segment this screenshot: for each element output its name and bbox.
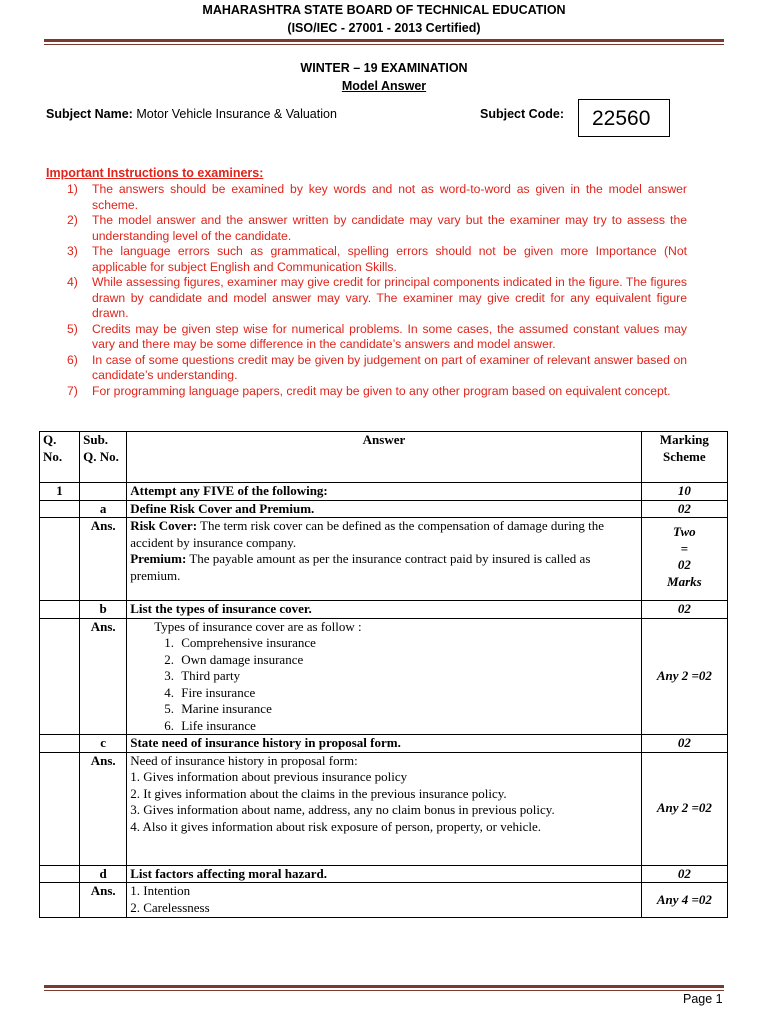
answer-cell xyxy=(127,618,641,735)
q-cell xyxy=(40,735,80,753)
list-intro: Types of insurance cover are as follow : xyxy=(154,618,362,634)
scheme-line: 02 xyxy=(677,557,691,572)
list-item: 5. Marine insurance xyxy=(177,701,637,718)
instruction-number: 2) xyxy=(67,213,78,227)
instruction-item xyxy=(0,213,687,244)
marking-scheme: Any 4 =02 xyxy=(641,883,727,918)
instruction-number: 6) xyxy=(67,352,78,367)
marks: 02 xyxy=(641,601,727,619)
question-text: List the types of insurance cover. xyxy=(127,601,641,619)
sub-q-cell xyxy=(80,483,127,501)
scheme-line: Two xyxy=(673,524,696,539)
table-row xyxy=(40,865,728,883)
ans-label: Ans. xyxy=(80,752,127,865)
marks: 02 xyxy=(641,735,727,753)
table-row xyxy=(40,601,728,619)
exam-title: WINTER – 19 EXAMINATION xyxy=(300,61,468,75)
instruction-item xyxy=(0,322,687,353)
answer-line: 3. Gives information about name, address, any no claim bonus in previous policy. xyxy=(130,802,555,817)
scheme-line: Marks xyxy=(667,573,702,589)
answer-cell xyxy=(127,883,641,918)
subject-code-label: Subject Code: xyxy=(480,107,565,121)
table-row xyxy=(40,735,728,753)
instruction-text: For programming language papers, credit may be given to any other program based on equivalent concept. xyxy=(92,383,671,398)
sub-q-number: b xyxy=(80,601,127,619)
header-q-no: Q. No. xyxy=(40,432,80,483)
instruction-text: In case of some questions credit may be given by judgement on part of examiner of relevant answer based on candidate’s understanding. xyxy=(92,352,687,382)
ans-label: Ans. xyxy=(80,618,127,735)
header-rule-thick xyxy=(44,39,724,42)
model-answer-title: Model Answer xyxy=(341,79,427,93)
q-cell xyxy=(40,518,80,601)
list-item: 3. Third party xyxy=(177,668,637,685)
marking-scheme: Any 2 =02 xyxy=(641,752,727,865)
term-label: Premium: xyxy=(130,551,187,566)
page-number: Page 1 xyxy=(683,992,723,1006)
subject-name-value: Motor Vehicle Insurance & Valuation xyxy=(136,107,337,121)
list-item: 6. Life insurance xyxy=(177,718,637,735)
list-item: 4. Fire insurance xyxy=(177,685,637,702)
ans-label: Ans. xyxy=(80,883,127,918)
table-row xyxy=(40,752,728,865)
table-row xyxy=(40,483,728,501)
instruction-number: 4) xyxy=(67,275,78,289)
table-row xyxy=(40,518,728,601)
instruction-text: Credits may be given step wise for numerical problems. In some cases, the assumed constant values may vary and there may be some difference in the candidate’s answers and model answer. xyxy=(92,321,687,351)
instruction-number: 5) xyxy=(67,321,78,336)
sub-q-number: d xyxy=(80,865,127,883)
instruction-item xyxy=(0,353,687,384)
question-text: Define Risk Cover and Premium. xyxy=(127,500,641,518)
footer-rule-thin xyxy=(44,990,724,991)
list-item: 2. Own damage insurance xyxy=(177,652,637,669)
board-title: MAHARASHTRA STATE BOARD OF TECHNICAL EDUCATION xyxy=(202,3,566,17)
instruction-text: The answers should be examined by key words and not as word-to-word as given in the model answer scheme. xyxy=(92,182,687,212)
sub-q-number: a xyxy=(80,500,127,518)
instructions-list xyxy=(0,182,768,399)
instruction-text: While assessing figures, examiner may give credit for principal components indicated in the figure. The figures drawn by candidate and model answer may vary. The examiner may give credit for any equivalent figure drawn. xyxy=(92,275,687,320)
q-number: 1 xyxy=(40,483,80,501)
answer-line: 2. It gives information about the claims in the previous insurance policy. xyxy=(130,785,507,801)
subject-name-line xyxy=(46,107,337,121)
question-text: State need of insurance history in proposal form. xyxy=(127,735,641,753)
answer-cell xyxy=(127,752,641,865)
answer-line: Need of insurance history in proposal form: xyxy=(130,752,358,768)
q-cell xyxy=(40,618,80,735)
answer-table xyxy=(39,431,728,918)
answer-cell xyxy=(127,518,641,601)
instruction-text: The model answer and the answer written by candidate may vary but the examiner may try to assess the understanding level of the candidate. xyxy=(92,213,687,243)
marks: 10 xyxy=(641,483,727,501)
subject-code-box: 22560 xyxy=(578,99,670,137)
answer-line: 1. Intention xyxy=(130,883,191,898)
table-row xyxy=(40,883,728,918)
header-marking-scheme: Marking Scheme xyxy=(641,432,727,483)
marking-scheme: Any 2 =02 xyxy=(641,618,727,735)
header-answer: Answer xyxy=(127,432,641,483)
term-definition: The term risk cover can be defined as the compensation of damage during the accident by insurance company. xyxy=(130,518,604,550)
header-sub-q-no: Sub. Q. No. xyxy=(80,432,127,483)
header-rule-thin xyxy=(44,44,724,45)
instruction-number: 7) xyxy=(67,383,78,398)
list-item: 1. Comprehensive insurance xyxy=(177,635,637,652)
instruction-item xyxy=(0,275,687,322)
q-cell xyxy=(40,883,80,918)
q-cell xyxy=(40,865,80,883)
table-row xyxy=(40,618,728,735)
q-cell xyxy=(40,752,80,865)
certification-line: (ISO/IEC - 27001 - 2013 Certified) xyxy=(287,21,481,35)
instruction-number: 1) xyxy=(67,182,78,196)
term-definition: The payable amount as per the insurance contract paid by insured is called as premium. xyxy=(130,551,591,583)
sub-q-number: c xyxy=(80,735,127,753)
answer-line: 4. Also it gives information about risk exposure of person, property, or vehicle. xyxy=(130,818,541,834)
scheme-line: = xyxy=(680,540,689,556)
term-label: Risk Cover: xyxy=(130,518,198,533)
instruction-text: The language errors such as grammatical, spelling errors should not be given more Importance (Not applicable for subject English and Communication Skills. xyxy=(92,244,687,274)
instruction-item xyxy=(0,182,687,213)
answer-line: 2. Carelessness xyxy=(130,899,210,915)
footer-rule-thick xyxy=(44,985,724,988)
marks: 02 xyxy=(641,500,727,518)
insurance-types-list xyxy=(130,635,637,734)
q-cell xyxy=(40,601,80,619)
ans-label: Ans. xyxy=(80,518,127,601)
table-header-row xyxy=(40,432,728,483)
instructions-title: Important Instructions to examiners: xyxy=(46,166,264,180)
subject-name-label: Subject Name: xyxy=(46,107,133,121)
question-text: List factors affecting moral hazard. xyxy=(127,865,641,883)
instruction-number: 3) xyxy=(67,244,78,258)
q-cell xyxy=(40,500,80,518)
table-row xyxy=(40,500,728,518)
instruction-item xyxy=(0,384,687,400)
marks: 02 xyxy=(641,865,727,883)
answer-line: 1. Gives information about previous insurance policy xyxy=(130,769,408,784)
question-text: Attempt any FIVE of the following: xyxy=(127,483,641,501)
marking-scheme xyxy=(641,518,727,601)
instruction-item xyxy=(0,244,687,275)
